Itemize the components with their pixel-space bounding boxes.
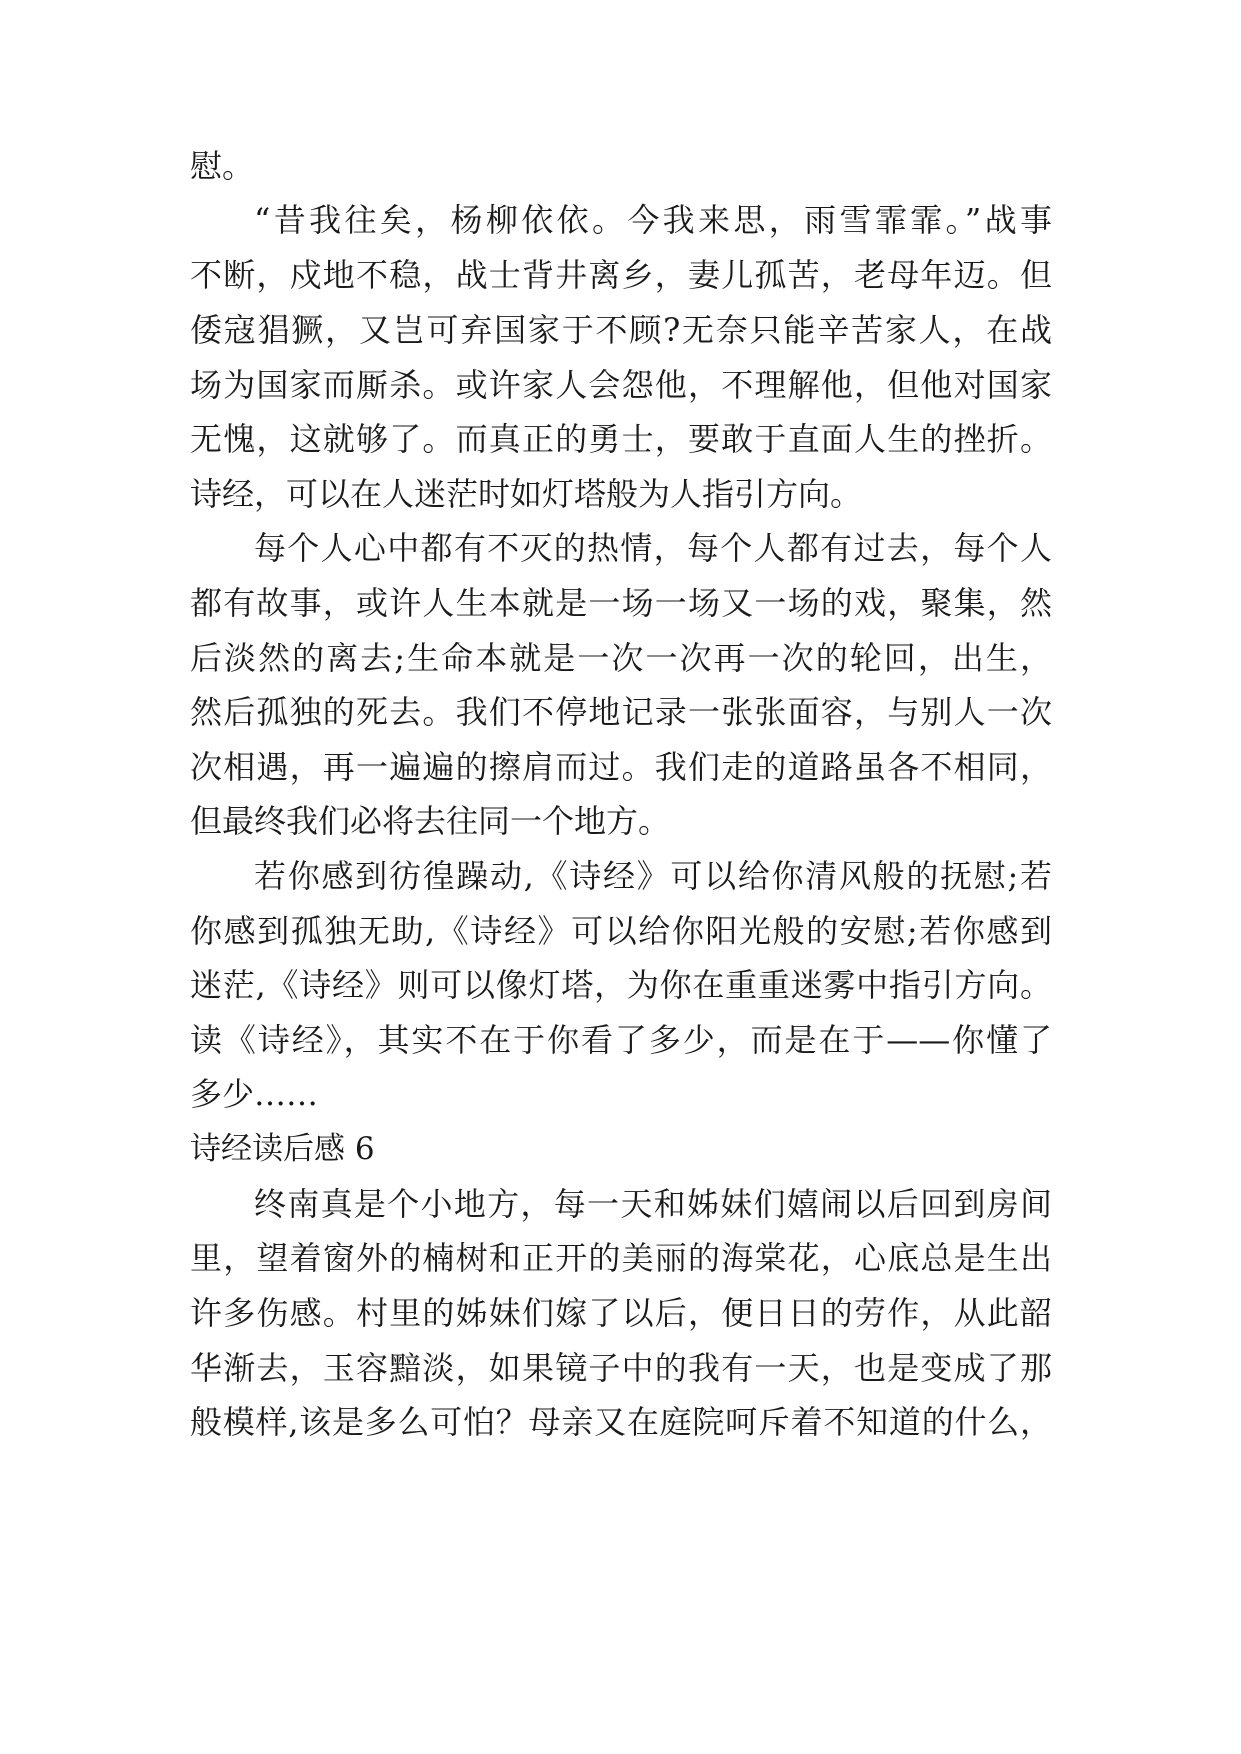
text-line: 里，望着窗外的楠树和正开的美丽的海棠花，心底总是生出 xyxy=(190,1239,1052,1277)
text-line: 你感到孤独无助,《诗经》可以给你阳光般的安慰;若你感到 xyxy=(190,912,1052,950)
text-line: “昔我往矣，杨柳依依。今我来思，雨雪霏霏。”战事 xyxy=(254,201,1052,239)
text-line: 但最终我们必将去往同一个地方。 xyxy=(190,802,671,840)
text-line: 慰。 xyxy=(190,147,255,185)
text-line: 终南真是个小地方，每一天和姊妹们嬉闹以后回到房间 xyxy=(254,1185,1052,1223)
text-line: 多少…… xyxy=(190,1075,319,1113)
text-line: 若你感到彷徨躁动,《诗经》可以给你清风般的抚慰;若 xyxy=(254,857,1052,895)
text-line: 每个人心中都有不灭的热情，每个人都有过去，每个人 xyxy=(254,529,1052,567)
text-line: 然后孤独的死去。我们不停地记录一张张面容，与别人一次 xyxy=(190,693,1052,731)
text-line: 诗经，可以在人迷茫时如灯塔般为人指引方向。 xyxy=(190,475,863,513)
section-heading: 诗经读后感 6 xyxy=(190,1131,375,1167)
text-line: 无愧，这就够了。而真正的勇士，要敢于直面人生的挫折。 xyxy=(190,420,1052,458)
text-line: 读《诗经》，其实不在于你看了多少，而是在于——你懂了 xyxy=(190,1021,1052,1059)
text-line: 后淡然的离去;生命本就是一次一次再一次的轮回，出生， xyxy=(190,639,1052,677)
text-line: 华渐去，玉容黯淡，如果镜子中的我有一天，也是变成了那 xyxy=(190,1349,1052,1387)
text-line: 迷茫,《诗经》则可以像灯塔，为你在重重迷雾中指引方向。 xyxy=(190,966,1052,1004)
text-line: 般模样,该是多么可怕？母亲又在庭院呵斥着不知道的什么， xyxy=(190,1403,1052,1441)
text-line: 都有故事，或许人生本就是一场一场又一场的戏，聚集，然 xyxy=(190,584,1052,622)
text-line: 次相遇，再一遍遍的擦肩而过。我们走的道路虽各不相同， xyxy=(190,748,1052,786)
text-line: 许多伤感。村里的姊妹们嫁了以后，便日日的劳作，从此韶 xyxy=(190,1294,1052,1332)
text-line: 不断，戍地不稳，战士背井离乡，妻儿孤苦，老母年迈。但 xyxy=(190,256,1052,294)
text-line: 倭寇猖獗，又岂可弃国家于不顾?无奈只能辛苦家人，在战 xyxy=(190,311,1052,349)
text-line: 场为国家而厮杀。或许家人会怨他，不理解他，但他对国家 xyxy=(190,366,1052,404)
